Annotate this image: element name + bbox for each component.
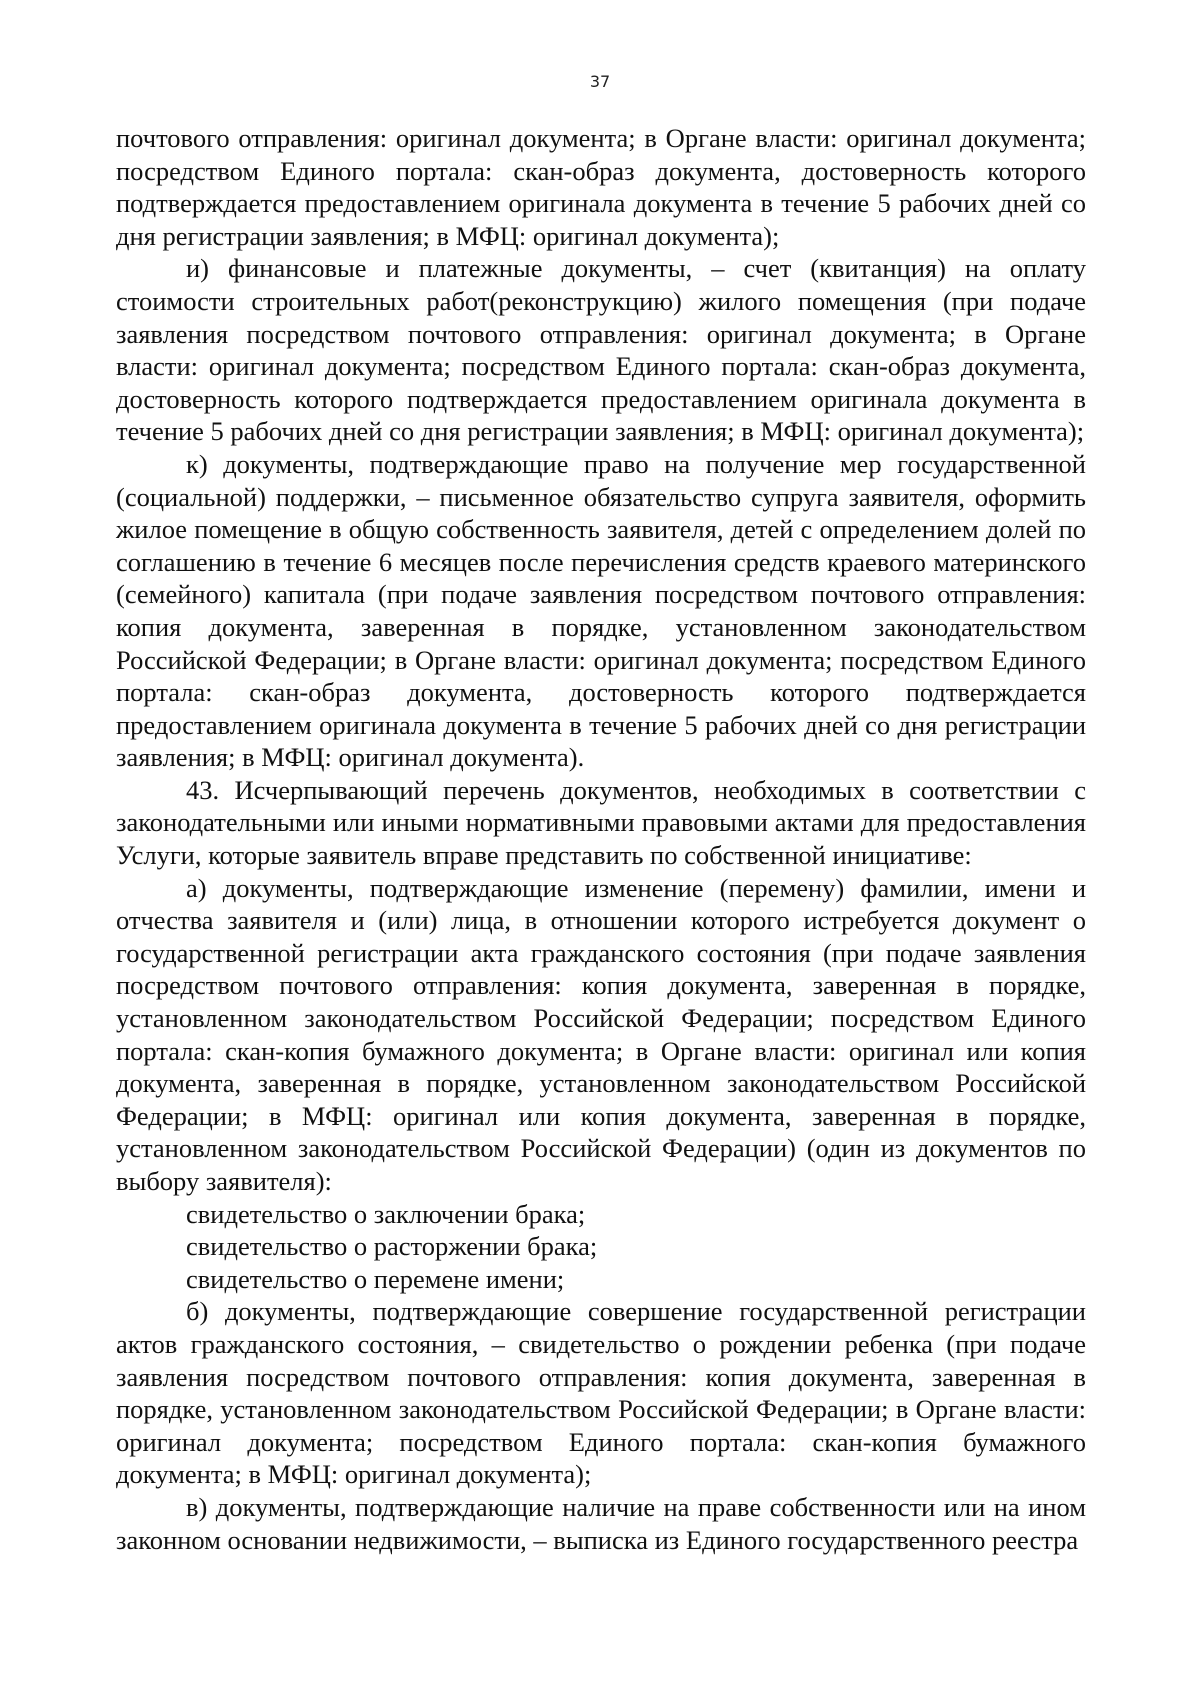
paragraph-item-i: и) финансовые и платежные документы, – счет (квитанция) на оплату стоимости строительных работ(реконструкцию) жилого помещения (при подаче заявления посредством почтового отправления: оригинал документа; в Органе власти: оригинал документа; посредством Единого портала: скан-образ документа, достоверность которого подтверждается предоставлением оригинала документа в течение 5 рабочих дней со дня регистрации заявления; в МФЦ: оригинал документа); (116, 253, 1086, 447)
paragraph-continuation: почтового отправления: оригинал документа; в Органе власти: оригинал документа; посредством Единого портала: скан-образ документа, достоверность которого подтверждается предоставлением оригинала документа в течение 5 рабочих дней со дня регистрации заявления; в МФЦ: оригинал документа); (116, 123, 1086, 251)
list-item-divorce-certificate: свидетельство о расторжении брака; (186, 1231, 598, 1262)
paragraph-item-b: б) документы, подтверждающие совершение государственной регистрации актов гражданского состояния, – свидетельство о рождении ребенка (при подаче заявления посредством почтового отправления: копия документа, заверенная в порядке, установленном законодательством Российской Федерации; в Органе власти: оригинал документа; посредством Единого портала: скан-копия бумажного документа; в МФЦ: оригинал документа); (116, 1296, 1086, 1490)
list-item-marriage-certificate: свидетельство о заключении брака; (186, 1198, 586, 1229)
paragraph-section-43: 43. Исчерпывающий перечень документов, необходимых в соответствии с законодательными или иными нормативными правовыми актами для предоставления Услуги, которые заявитель вправе представить по собственной инициативе: (116, 774, 1086, 871)
list-item-name-change-certificate: свидетельство о перемене имени; (186, 1263, 565, 1294)
document-body (116, 122, 1086, 1556)
paragraph-item-k: к) документы, подтверждающие право на получение мер государственной (социальной) поддержки, – письменное обязательство супруга заявителя, оформить жилое помещение в общую собственность заявителя, детей с определением долей по соглашению в течение 6 месяцев после перечисления средств краевого материнского (семейного) капитала (при подаче заявления посредством почтового отправления: копия документа, заверенная в порядке, установленном законодательством Российской Федерации; в Органе власти: оригинал документа; посредством Единого портала: скан-образ документа, достоверность которого подтверждается предоставлением оригинала документа в течение 5 рабочих дней со дня регистрации заявления; в МФЦ: оригинал документа). (116, 448, 1086, 773)
paragraph-item-v: в) документы, подтверждающие наличие на праве собственности или на ином законном основании недвижимости, – выписка из Единого государственного реестра (116, 1491, 1086, 1555)
page-number: 37 (589, 72, 611, 91)
paragraph-item-a: а) документы, подтверждающие изменение (перемену) фамилии, имени и отчества заявителя и (или) лица, в отношении которого истребуется документ о государственной регистрации акта гражданского состояния (при подаче заявления посредством почтового отправления: копия документа, заверенная в порядке, установленном законодательством Российской Федерации; посредством Единого портала: скан-копия бумажного документа; в Органе власти: оригинал или копия документа, заверенная в порядке, установленном законодательством Российской Федерации; в МФЦ: оригинал или копия документа, заверенная в порядке, установленном законодательством Российской Федерации) (один из документов по выбору заявителя): (116, 872, 1086, 1196)
